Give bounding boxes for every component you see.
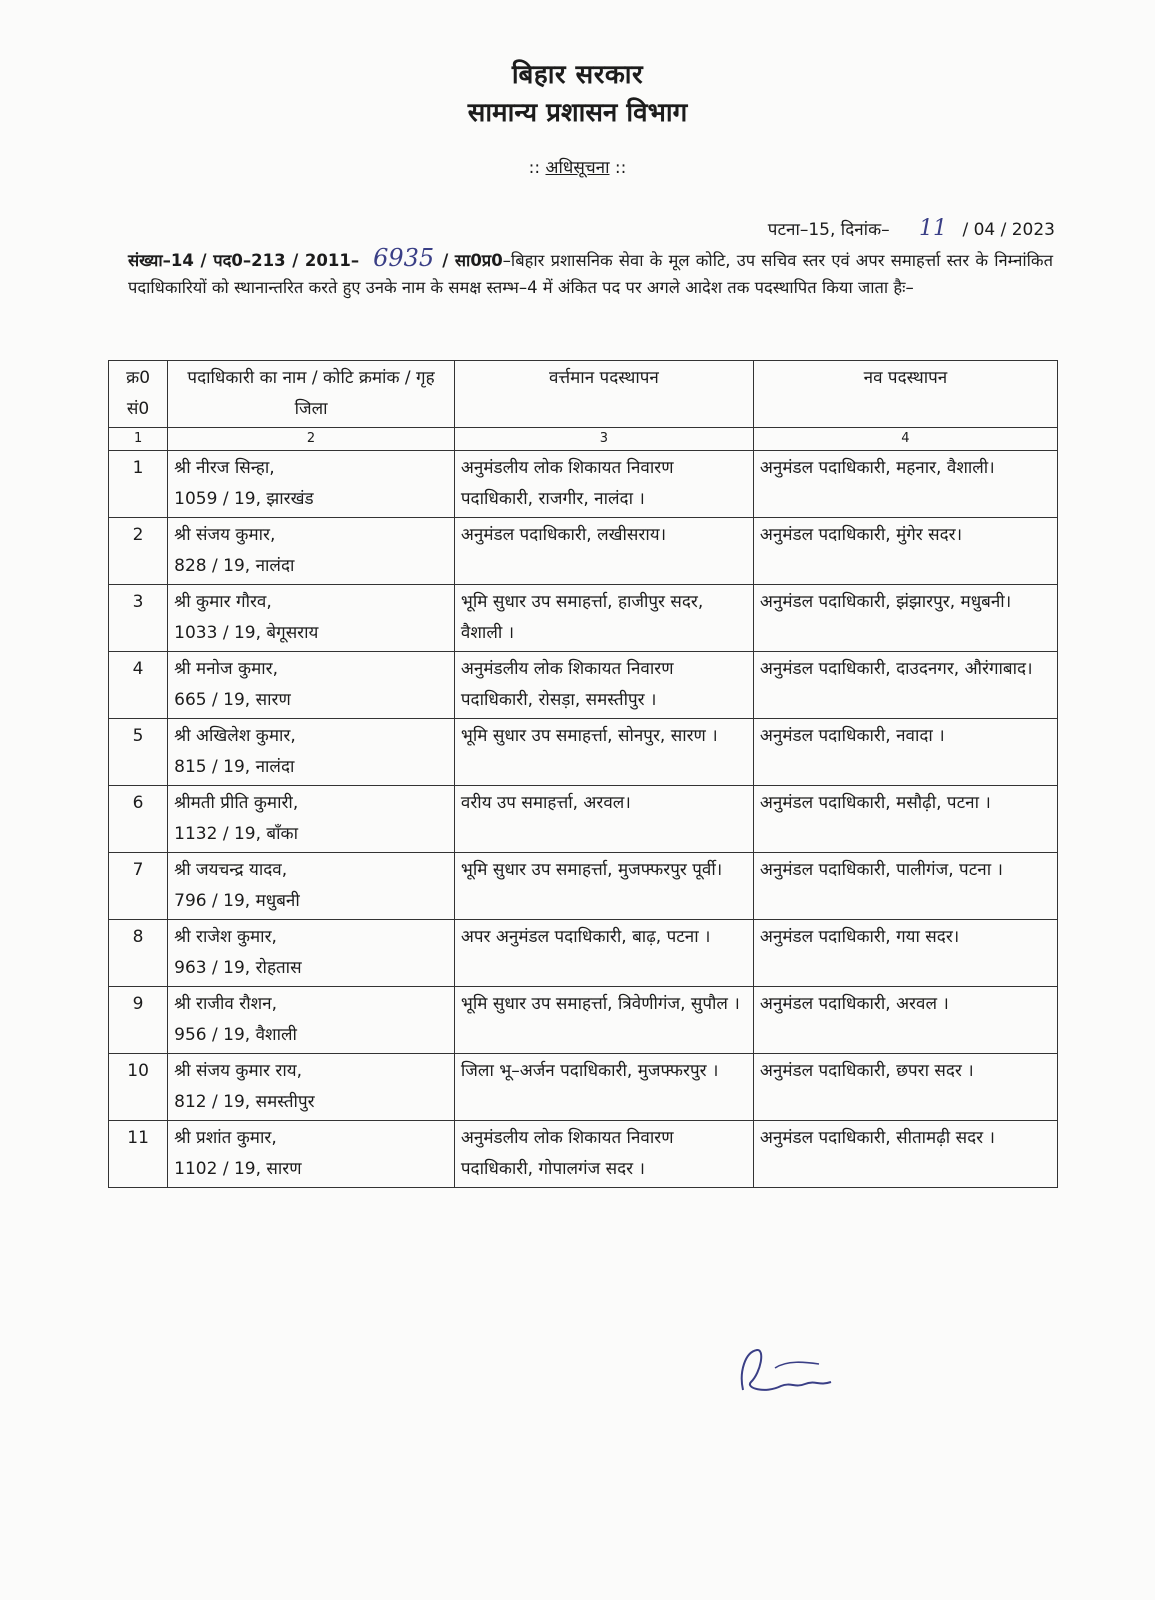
table-row bbox=[109, 920, 1058, 987]
header-new-posting: नव पदस्थापन bbox=[753, 361, 1057, 428]
officer-name: श्री जयचन्द्र यादव, bbox=[174, 860, 288, 880]
table-row bbox=[109, 451, 1058, 518]
officer-name: श्री कुमार गौरव, bbox=[174, 592, 272, 612]
serial-number: 10 bbox=[109, 1054, 168, 1121]
column-number-row bbox=[109, 428, 1058, 451]
table-row bbox=[109, 719, 1058, 786]
new-posting: अनुमंडल पदाधिकारी, दाउदनगर, औरंगाबाद। bbox=[753, 652, 1057, 719]
officer-name: श्री प्रशांत कुमार, bbox=[174, 1128, 277, 1148]
reference-paragraph bbox=[128, 245, 1053, 301]
column-number: 3 bbox=[454, 428, 753, 451]
officer-detail: 1059 / 19, झारखंड bbox=[174, 489, 314, 509]
transfer-table bbox=[108, 360, 1058, 1188]
notification-title bbox=[0, 155, 1155, 178]
current-posting: वरीय उप समाहर्त्ता, अरवल। bbox=[454, 786, 753, 853]
officer-cell bbox=[168, 585, 455, 652]
header-current-posting: वर्त्तमान पदस्थापन bbox=[454, 361, 753, 428]
date-month-year: / 04 / 2023 bbox=[962, 220, 1055, 240]
officer-detail: 815 / 19, नालंदा bbox=[174, 757, 295, 777]
officer-detail: 1132 / 19, बाँका bbox=[174, 824, 298, 844]
notification-suffix: :: bbox=[614, 158, 627, 178]
officer-name: श्री राजीव रौशन, bbox=[174, 994, 277, 1014]
table-header-row bbox=[109, 361, 1058, 428]
officer-detail: 1033 / 19, बेगूसराय bbox=[174, 623, 319, 643]
officer-detail: 1102 / 19, सारण bbox=[174, 1159, 302, 1179]
table-row bbox=[109, 585, 1058, 652]
officer-cell bbox=[168, 1054, 455, 1121]
reference-number-suffix: / सा0प्र0 bbox=[442, 251, 503, 270]
current-posting: अनुमंडलीय लोक शिकायत निवारण पदाधिकारी, राजगीर, नालंदा । bbox=[454, 451, 753, 518]
officer-cell bbox=[168, 719, 455, 786]
government-heading: बिहार सरकार bbox=[511, 60, 644, 90]
notification-label: अधिसूचना bbox=[545, 158, 610, 178]
serial-number: 1 bbox=[109, 451, 168, 518]
serial-number: 7 bbox=[109, 853, 168, 920]
current-posting: भूमि सुधार उप समाहर्त्ता, मुजफ्फरपुर पूर्वी। bbox=[454, 853, 753, 920]
new-posting: अनुमंडल पदाधिकारी, गया सदर। bbox=[753, 920, 1057, 987]
officer-cell bbox=[168, 987, 455, 1054]
current-posting: अनुमंडलीय लोक शिकायत निवारण पदाधिकारी, रोसड़ा, समस्तीपुर । bbox=[454, 652, 753, 719]
serial-number: 9 bbox=[109, 987, 168, 1054]
department-heading: सामान्य प्रशासन विभाग bbox=[467, 98, 688, 128]
table-row bbox=[109, 518, 1058, 585]
table-row bbox=[109, 1054, 1058, 1121]
table-body bbox=[109, 451, 1058, 1188]
officer-cell bbox=[168, 652, 455, 719]
serial-number: 11 bbox=[109, 1121, 168, 1188]
officer-name: श्री अखिलेश कुमार, bbox=[174, 726, 296, 746]
officer-name: श्रीमती प्रीति कुमारी, bbox=[174, 793, 299, 813]
current-posting: भूमि सुधार उप समाहर्त्ता, सोनपुर, सारण । bbox=[454, 719, 753, 786]
notification-prefix: :: bbox=[528, 158, 541, 178]
officer-cell bbox=[168, 853, 455, 920]
officer-cell bbox=[168, 786, 455, 853]
reference-body: –बिहार प्रशासनिक सेवा के मूल कोटि, उप सचिव स्तर एवं अपर समाहर्त्ता स्तर के निम्नांकित पदाधिकारियों को स्थानान्तरित करते हुए उनके नाम के समक्ष स्तम्भ–4 में अंकित पद पर अगले आदेश तक पदस्थापित किया जाता हैः– bbox=[128, 251, 1053, 297]
table-row bbox=[109, 1121, 1058, 1188]
officer-name: श्री संजय कुमार, bbox=[174, 525, 276, 545]
officer-detail: 956 / 19, वैशाली bbox=[174, 1025, 297, 1045]
current-posting: भूमि सुधार उप समाहर्त्ता, त्रिवेणीगंज, सुपौल । bbox=[454, 987, 753, 1054]
officer-detail: 828 / 19, नालंदा bbox=[174, 556, 295, 576]
serial-number: 2 bbox=[109, 518, 168, 585]
current-posting: जिला भू–अर्जन पदाधिकारी, मुजफ्फरपुर । bbox=[454, 1054, 753, 1121]
officer-detail: 812 / 19, समस्तीपुर bbox=[174, 1092, 315, 1112]
current-posting: अनुमंडलीय लोक शिकायत निवारण पदाधिकारी, गोपालगंज सदर । bbox=[454, 1121, 753, 1188]
column-number: 1 bbox=[109, 428, 168, 451]
reference-handwritten-number: 6935 bbox=[373, 244, 435, 272]
new-posting: अनुमंडल पदाधिकारी, पालीगंज, पटना । bbox=[753, 853, 1057, 920]
current-posting: भूमि सुधार उप समाहर्त्ता, हाजीपुर सदर, वैशाली । bbox=[454, 585, 753, 652]
column-number: 2 bbox=[168, 428, 455, 451]
officer-cell bbox=[168, 451, 455, 518]
new-posting: अनुमंडल पदाधिकारी, मसौढ़ी, पटना । bbox=[753, 786, 1057, 853]
officer-cell bbox=[168, 1121, 455, 1188]
table-row bbox=[109, 987, 1058, 1054]
new-posting: अनुमंडल पदाधिकारी, मुंगेर सदर। bbox=[753, 518, 1057, 585]
officer-cell bbox=[168, 518, 455, 585]
column-number: 4 bbox=[753, 428, 1057, 451]
new-posting: अनुमंडल पदाधिकारी, छपरा सदर । bbox=[753, 1054, 1057, 1121]
new-posting: अनुमंडल पदाधिकारी, महनार, वैशाली। bbox=[753, 451, 1057, 518]
officer-name: श्री नीरज सिन्हा, bbox=[174, 458, 275, 478]
serial-number: 5 bbox=[109, 719, 168, 786]
serial-number: 8 bbox=[109, 920, 168, 987]
serial-number: 4 bbox=[109, 652, 168, 719]
current-posting: अनुमंडल पदाधिकारी, लखीसराय। bbox=[454, 518, 753, 585]
header-officer: पदाधिकारी का नाम / कोटि क्रमांक / गृह जिला bbox=[168, 361, 455, 428]
officer-name: श्री मनोज कुमार, bbox=[174, 659, 279, 679]
new-posting: अनुमंडल पदाधिकारी, नवादा । bbox=[753, 719, 1057, 786]
date-place: पटना–15, दिनांक– bbox=[767, 220, 890, 240]
officer-detail: 665 / 19, सारण bbox=[174, 690, 291, 710]
serial-number: 3 bbox=[109, 585, 168, 652]
officer-detail: 796 / 19, मधुबनी bbox=[174, 891, 300, 911]
serial-number: 6 bbox=[109, 786, 168, 853]
signature-icon bbox=[735, 1342, 845, 1402]
new-posting: अनुमंडल पदाधिकारी, झंझारपुर, मधुबनी। bbox=[753, 585, 1057, 652]
current-posting: अपर अनुमंडल पदाधिकारी, बाढ़, पटना । bbox=[454, 920, 753, 987]
officer-name: श्री संजय कुमार राय, bbox=[174, 1061, 302, 1081]
officer-cell bbox=[168, 920, 455, 987]
officer-name: श्री राजेश कुमार, bbox=[174, 927, 277, 947]
date-day-handwritten: 11 bbox=[919, 216, 948, 241]
dateline bbox=[768, 216, 1055, 241]
table-row bbox=[109, 652, 1058, 719]
officer-detail: 963 / 19, रोहतास bbox=[174, 958, 302, 978]
new-posting: अनुमंडल पदाधिकारी, सीतामढ़ी सदर । bbox=[753, 1121, 1057, 1188]
reference-number-prefix: संख्या–14 / पद0–213 / 2011– bbox=[128, 251, 360, 270]
table-row bbox=[109, 853, 1058, 920]
table-row bbox=[109, 786, 1058, 853]
new-posting: अनुमंडल पदाधिकारी, अरवल । bbox=[753, 987, 1057, 1054]
header-serial: क्र0 सं0 bbox=[109, 361, 168, 428]
